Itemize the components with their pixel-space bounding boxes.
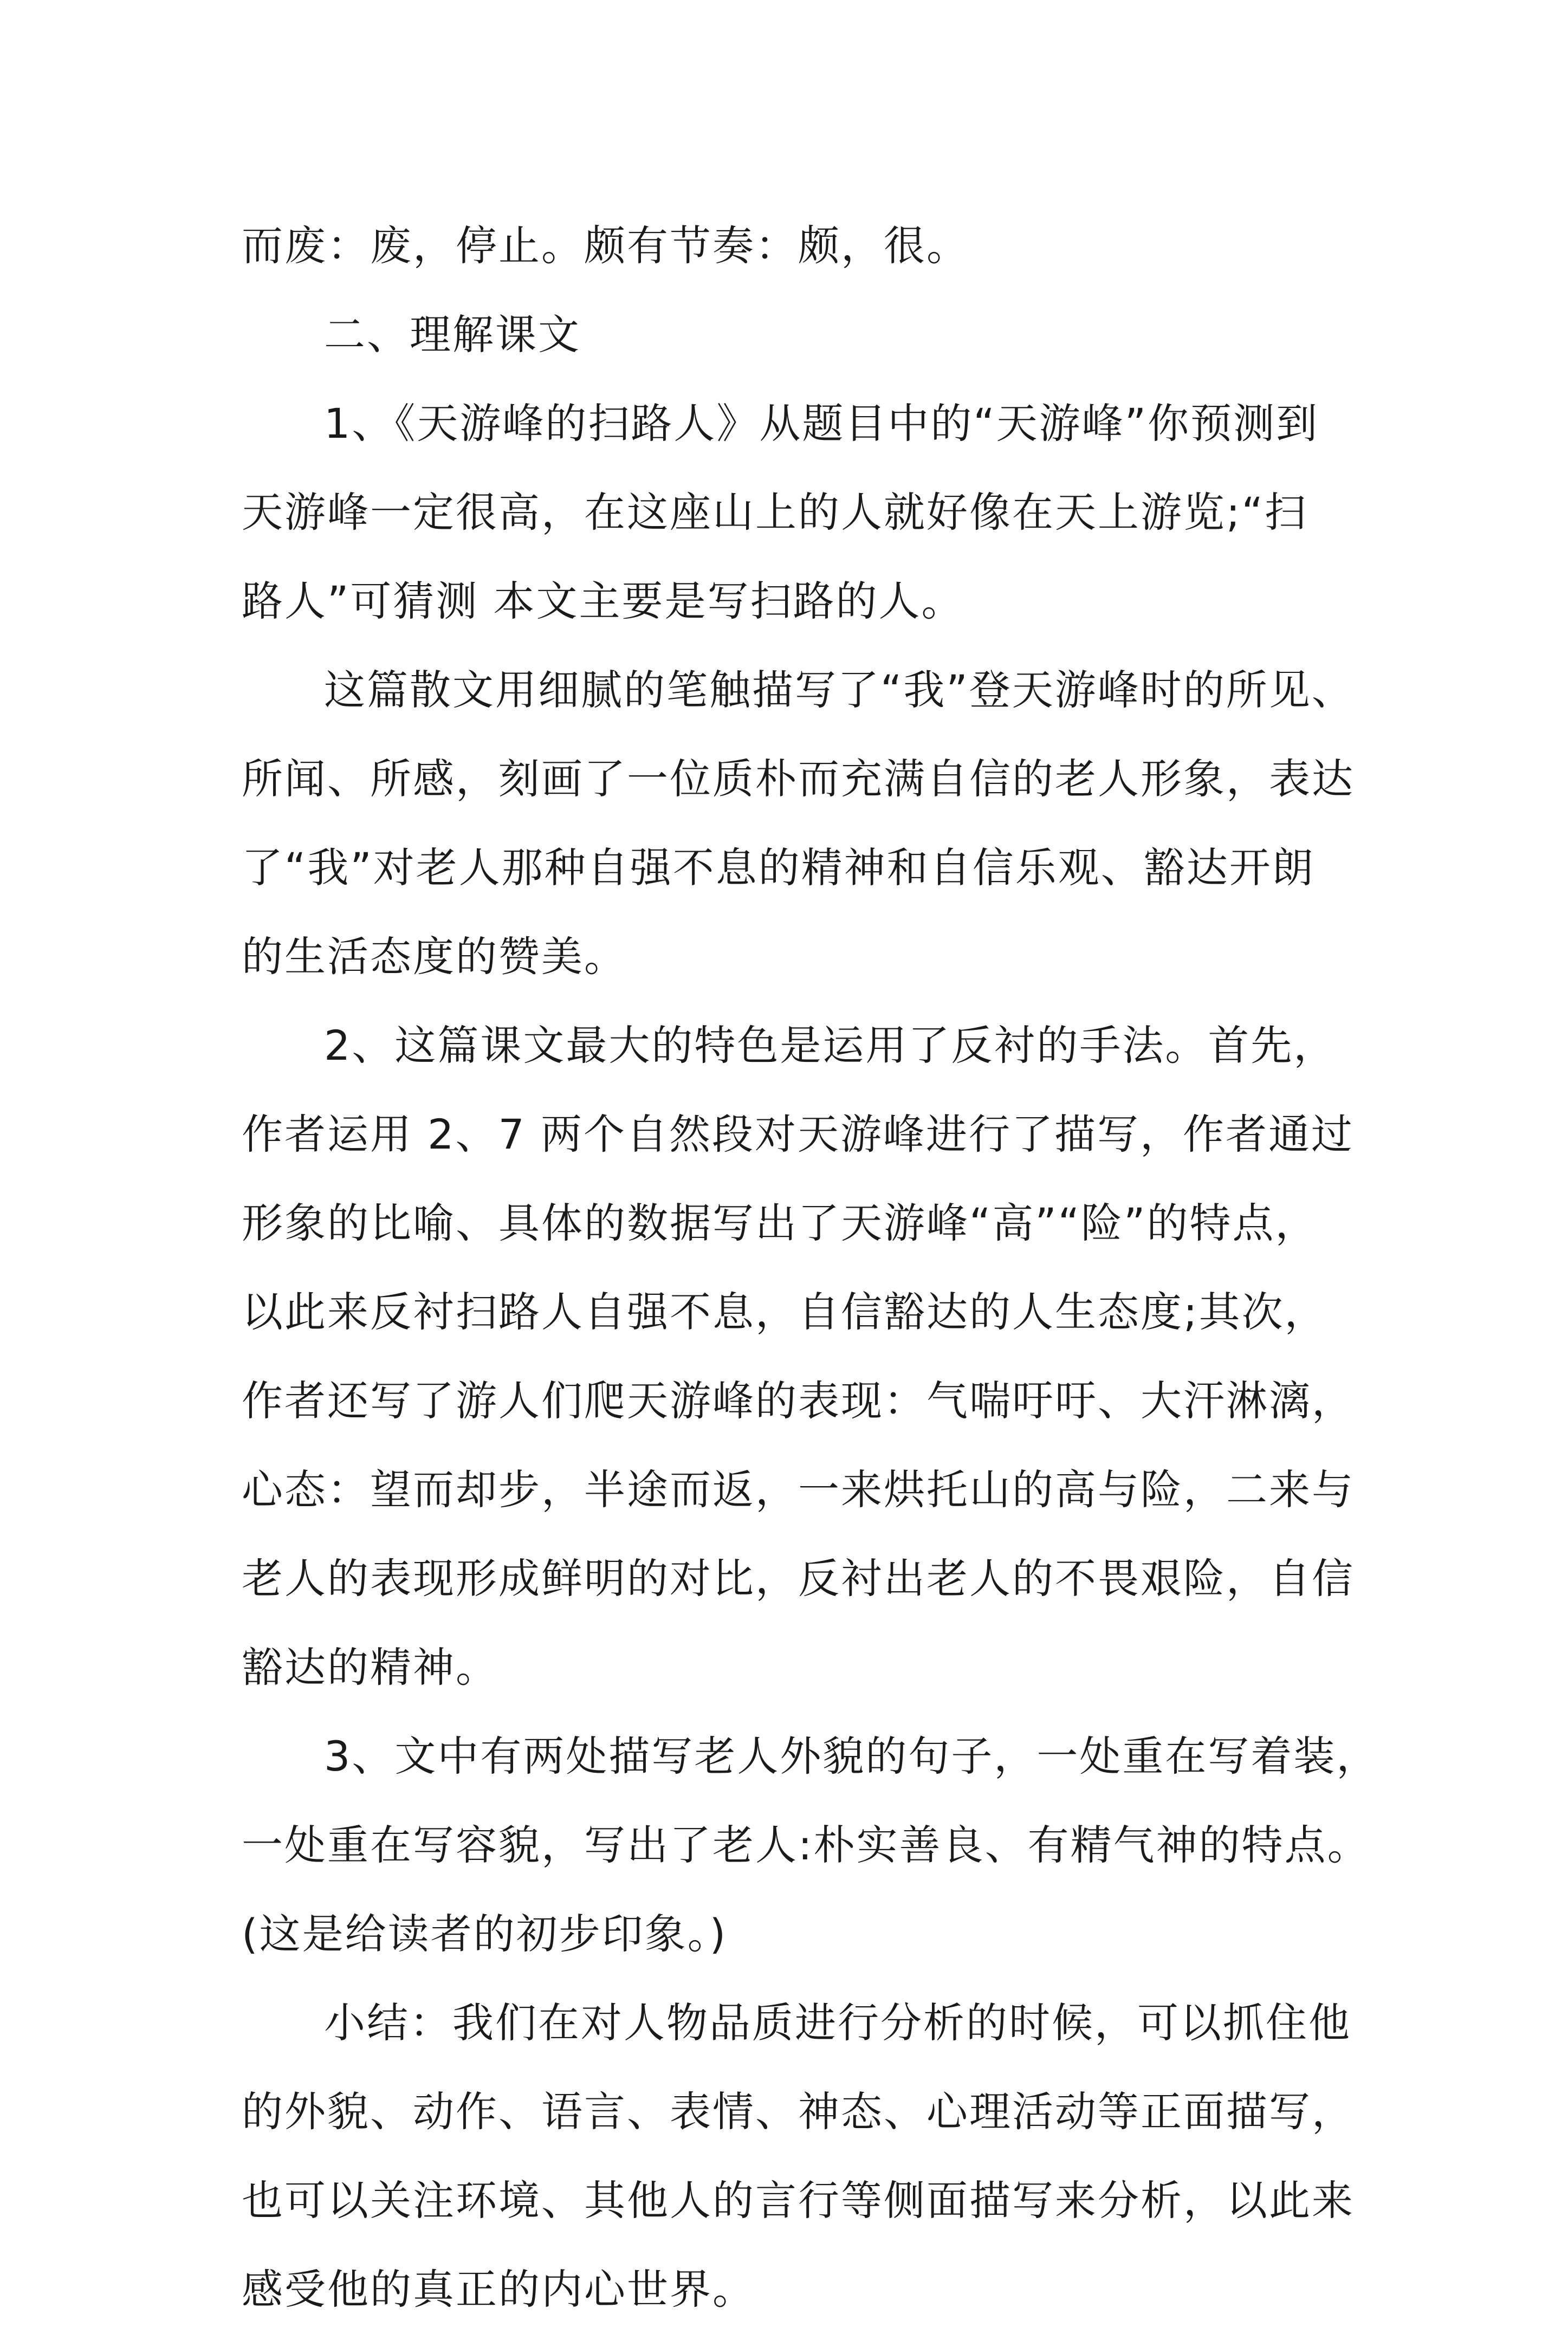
text-line: 而废：废，停止。颇有节奏：颇，很。 (242, 222, 969, 270)
text-line: 的外貌、动作、语言、表情、神态、心理活动等正面描写， (242, 2087, 1355, 2136)
text-line: 3、文中有两处描写老人外貌的句子，一处重在写着装， (324, 1732, 1379, 1780)
text-line: 所闻、所感，刻画了一位质朴而充满自信的老人形象，表达 (242, 755, 1355, 803)
text-line: 形象的比喻、具体的数据写出了天游峰“高”“险”的特点， (242, 1199, 1318, 1247)
text-line: 豁达的精神。 (242, 1643, 498, 1691)
text-line: 天游峰一定很高，在这座山上的人就好像在天上游览;“扫 (242, 488, 1307, 536)
text-line: 以此来反衬扫路人自强不息，自信豁达的人生态度;其次， (242, 1288, 1327, 1336)
text-line: 2、这篇课文最大的特色是运用了反衬的手法。首先， (324, 1021, 1337, 1069)
text-line: 路人”可猜测 本文主要是写扫路的人。 (242, 577, 964, 625)
text-line: 作者运用 2、7 两个自然段对天游峰进行了描写，作者通过 (242, 1110, 1355, 1158)
text-line: 了“我”对老人那种自强不息的精神和自信乐观、豁达开朗 (242, 844, 1315, 892)
text-line: 也可以关注环境、其他人的言行等侧面描写来分析，以此来 (242, 2176, 1355, 2225)
text-line: 小结：我们在对人物品质进行分析的时候，可以抓住他 (324, 1999, 1351, 2047)
text-line: 心态：望而却步，半途而返，一来烘托山的高与险，二来与 (242, 1466, 1355, 1514)
text-line: (这是给读者的初步印象。) (242, 1910, 728, 1958)
text-line: 老人的表现形成鲜明的对比，反衬出老人的不畏艰险，自信 (242, 1554, 1355, 1603)
text-line: 1、《天游峰的扫路人》从题目中的“天游峰”你预测到 (324, 399, 1319, 448)
text-line: 的生活态度的赞美。 (242, 932, 627, 981)
text-line: 感受他的真正的内心世界。 (242, 2265, 755, 2313)
section-heading: 二、理解课文 (324, 310, 581, 359)
text-line: 作者还写了游人们爬天游峰的表现：气喘吁吁、大汗淋漓， (242, 1377, 1355, 1425)
text-line: 这篇散文用细腻的笔触描写了“我”登天游峰时的所见、 (324, 666, 1355, 714)
document-body (242, 202, 1379, 2334)
text-line: 一处重在写容貌，写出了老人:朴实善良、有精气神的特点。 (242, 1821, 1370, 1869)
